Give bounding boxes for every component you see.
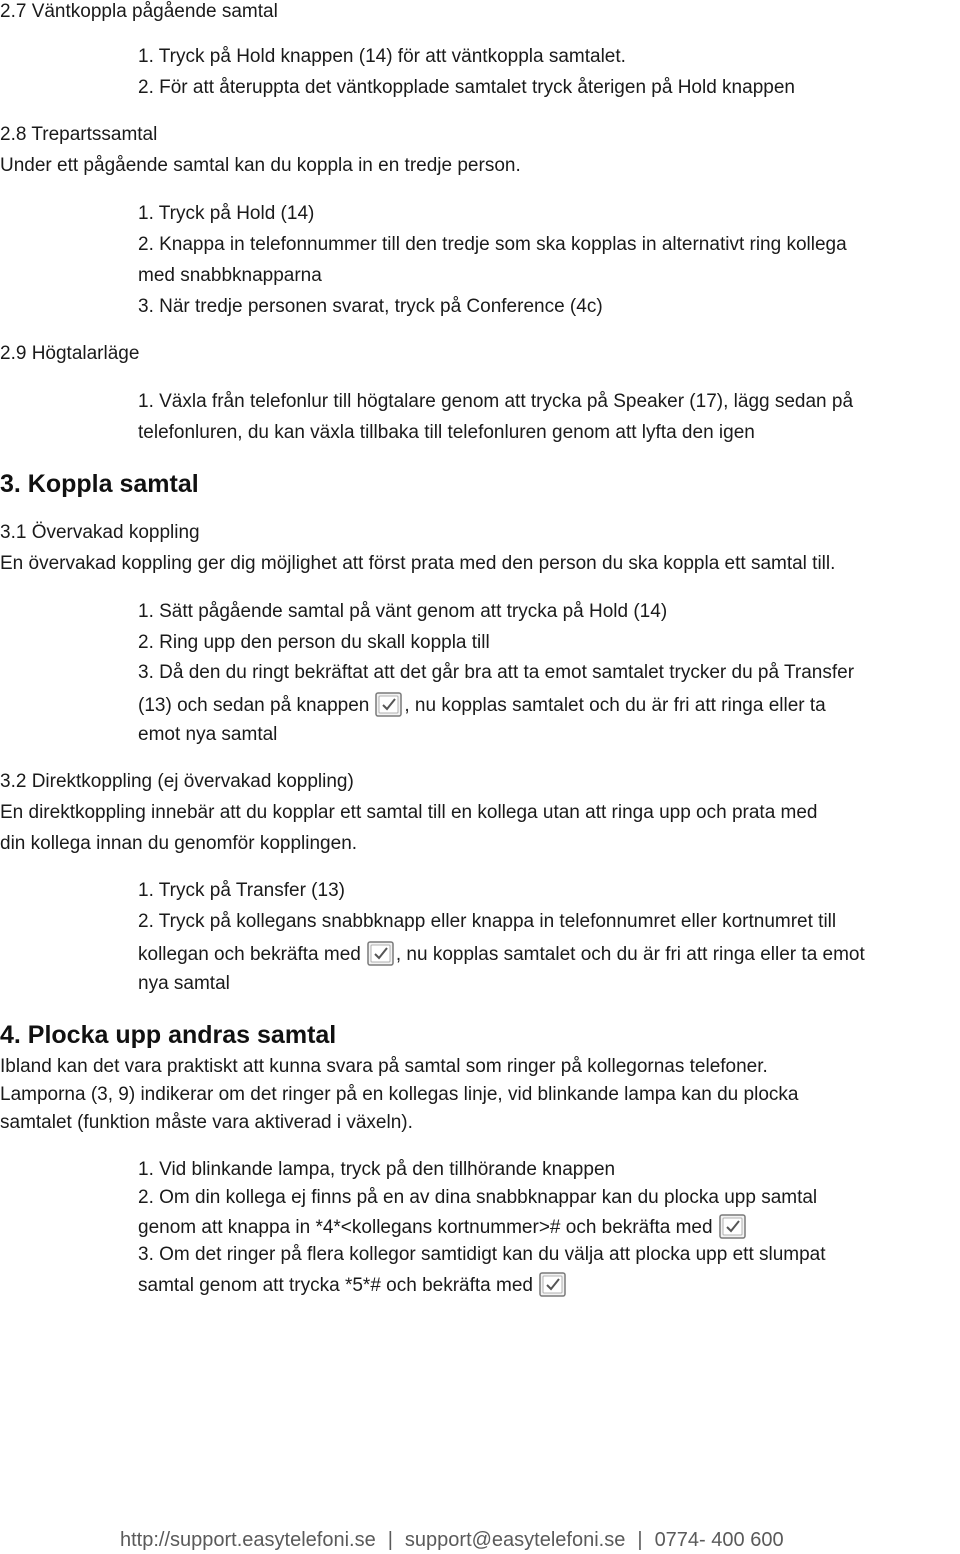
heading-2-7: 2.7 Väntkoppla pågående samtal (0, 1, 278, 22)
list-text: , nu kopplas samtalet och du är fri att ringa eller ta emot (395, 944, 865, 965)
list-item-continuation (138, 1272, 568, 1298)
list-item: 3. När tredje personen svarat, tryck på Conference (4c) (138, 296, 603, 317)
list-item-continuation: nya samtal (138, 973, 230, 994)
footer-separator: | (637, 1529, 643, 1551)
footer-email-link[interactable]: support@easytelefoni.se (404, 1529, 626, 1551)
heading-3: 3. Koppla samtal (0, 470, 199, 498)
list-item: 1. Tryck på Transfer (13) (138, 880, 345, 901)
footer-phone: 0774- 400 600 (654, 1529, 784, 1551)
list-item: 2. Tryck på kollegans snabbknapp eller knappa in telefonnumret eller kortnumret till (138, 911, 837, 932)
list-item: 2. Knappa in telefonnummer till den tredje som ska kopplas in alternativt ring kollega (138, 234, 847, 255)
list-text: samtal genom att trycka *5*# och bekräfta med (138, 1275, 533, 1296)
paragraph: Under ett pågående samtal kan du koppla in en tredje person. (0, 155, 521, 176)
list-item: 2. Om din kollega ej finns på en av dina snabbknappar kan du plocka upp samtal (138, 1187, 818, 1208)
list-item-continuation: med snabbknapparna (138, 265, 322, 286)
paragraph: En direktkoppling innebär att du kopplar ett samtal till en kollega utan att ringa upp och prata med (0, 802, 818, 823)
list-text: , nu kopplas samtalet och du är fri att ringa eller ta (404, 695, 826, 716)
heading-2-8: 2.8 Trepartssamtal (0, 124, 158, 145)
paragraph: En övervakad koppling ger dig möjlighet att först prata med den person du ska koppla ett samtal till. (0, 553, 836, 574)
list-item-continuation: telefonluren, du kan växla tillbaka till telefonluren genom att lyfta den igen (138, 422, 755, 443)
list-item-continuation: emot nya samtal (138, 724, 278, 745)
list-text: (13) och sedan på knappen (138, 695, 370, 716)
heading-4: 4. Plocka upp andras samtal (0, 1021, 337, 1049)
footer-url-link[interactable]: http://support.easytelefoni.se (120, 1529, 376, 1551)
list-item: 1. Sätt pågående samtal på vänt genom att trycka på Hold (14) (138, 601, 668, 622)
paragraph: Ibland kan det vara praktiskt att kunna svara på samtal som ringer på kollegornas telefoner. (0, 1056, 768, 1077)
list-item-continuation (138, 1214, 748, 1240)
list-item: 3. Då den du ringt bekräftat att det går bra att ta emot samtalet trycker du på Transfer (138, 662, 855, 683)
paragraph-continuation: Lamporna (3, 9) indikerar om det ringer på en kollegas linje, vid blinkande lampa kan du plocka (0, 1084, 799, 1105)
list-item: 1. Vid blinkande lampa, tryck på den tillhörande knappen (138, 1159, 616, 1180)
list-item: 1. Tryck på Hold knappen (14) för att väntkoppla samtalet. (138, 46, 626, 67)
heading-2-9: 2.9 Högtalarläge (0, 343, 140, 364)
paragraph-continuation: samtalet (funktion måste vara aktiverad i växeln). (0, 1112, 413, 1133)
list-item: 1. Växla från telefonlur till högtalare genom att trycka på Speaker (17), lägg sedan på (138, 391, 854, 412)
list-item: 1. Tryck på Hold (14) (138, 203, 315, 224)
confirm-check-icon (719, 1214, 746, 1239)
confirm-check-icon (539, 1272, 566, 1297)
heading-3-2: 3.2 Direktkoppling (ej övervakad koppling) (0, 771, 354, 792)
confirm-check-icon (375, 692, 402, 717)
heading-3-1: 3.1 Övervakad koppling (0, 522, 200, 543)
paragraph-continuation: din kollega innan du genomför kopplingen. (0, 833, 358, 854)
list-item: 2. För att återuppta det väntkopplade samtalet tryck återigen på Hold knappen (138, 77, 795, 98)
list-item-continuation (138, 941, 865, 967)
confirm-check-icon (367, 941, 394, 966)
list-text: genom att knappa in *4*<kollegans kortnummer># och bekräfta med (138, 1217, 713, 1238)
list-item-continuation (138, 692, 826, 718)
list-text: kollegan och bekräfta med (138, 944, 361, 965)
footer (120, 1528, 784, 1552)
footer-separator: | (387, 1529, 393, 1551)
list-item: 2. Ring upp den person du skall koppla till (138, 632, 490, 653)
list-item: 3. Om det ringer på flera kollegor samtidigt kan du välja att plocka upp ett slumpat (138, 1244, 826, 1265)
